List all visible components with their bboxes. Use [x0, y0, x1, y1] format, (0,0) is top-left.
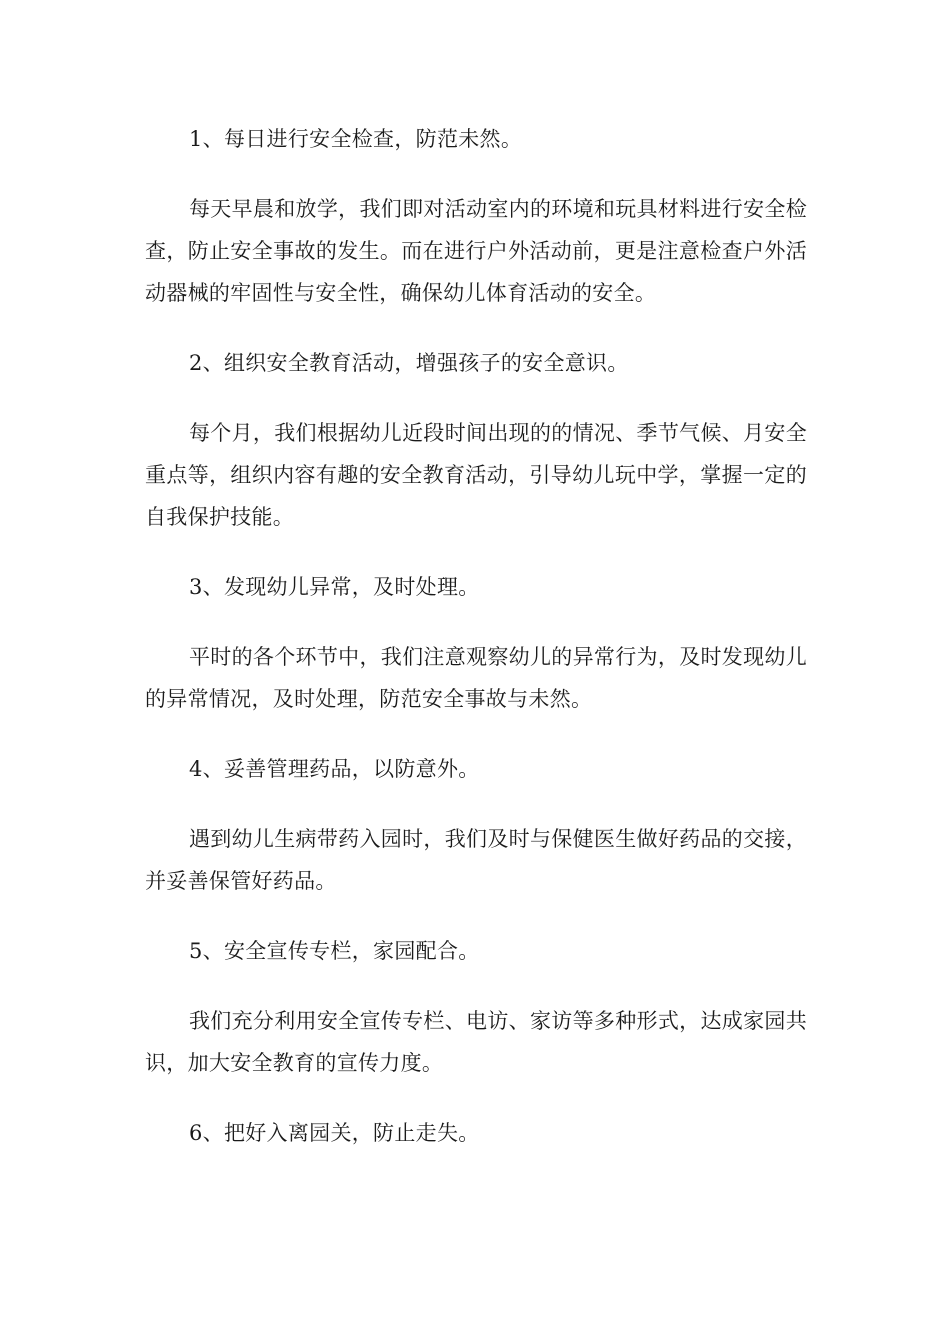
- document-body: [145, 118, 807, 1182]
- section-heading-5: 5、安全宣传专栏，家园配合。: [189, 939, 480, 963]
- section-paragraph-4: 遇到幼儿生病带药入园时，我们及时与保健医生做好药品的交接，并妥善保管好药品。: [145, 827, 807, 893]
- section-heading-1: 1、每日进行安全检查，防范未然。: [189, 127, 523, 151]
- section-heading-4: 4、妥善管理药品，以防意外。: [189, 757, 480, 781]
- section-paragraph-1: 每天早晨和放学，我们即对活动室内的环境和玩具材料进行安全检查，防止安全事故的发生。而在进行户外活动前，更是注意检查户外活动器械的牢固性与安全性，确保幼儿体育活动的安全。: [145, 197, 807, 305]
- section-heading-6: 6、把好入离园关，防止走失。: [189, 1121, 480, 1145]
- section-paragraph-3: 平时的各个环节中，我们注意观察幼儿的异常行为，及时发现幼儿的异常情况，及时处理，防范安全事故与未然。: [145, 645, 807, 711]
- section-heading-3: 3、发现幼儿异常，及时处理。: [189, 575, 480, 599]
- section-paragraph-5: 我们充分利用安全宣传专栏、电访、家访等多种形式，达成家园共识，加大安全教育的宣传力度。: [145, 1009, 807, 1075]
- section-paragraph-2: 每个月，我们根据幼儿近段时间出现的的情况、季节气候、月安全重点等，组织内容有趣的安全教育活动，引导幼儿玩中学，掌握一定的自我保护技能。: [145, 421, 807, 529]
- section-heading-2: 2、组织安全教育活动，增强孩子的安全意识。: [189, 351, 629, 375]
